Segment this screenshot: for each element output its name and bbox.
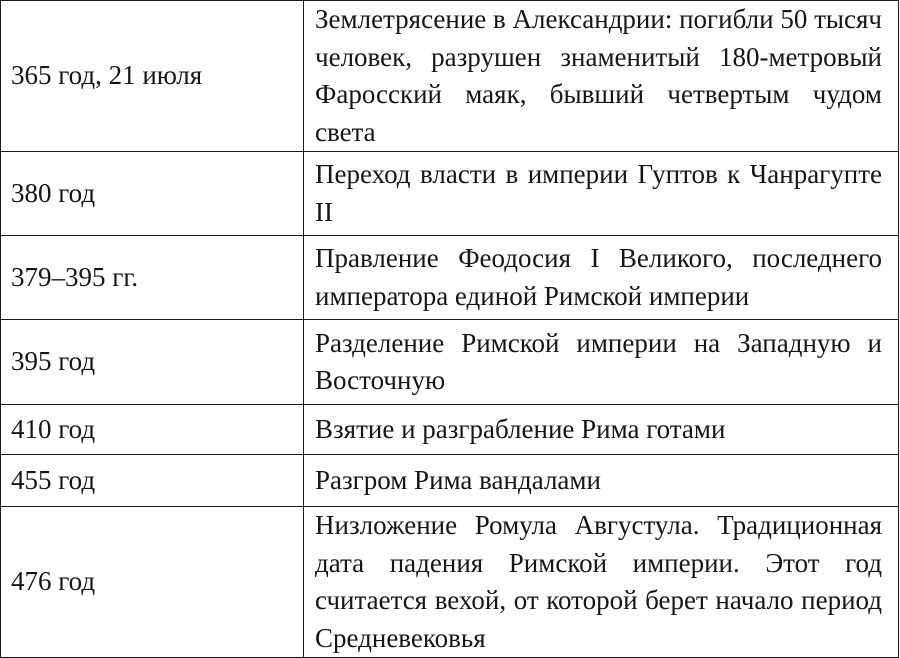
table-row [1,1,899,152]
table-row [1,152,899,236]
table-row [1,507,899,658]
date-cell: 380 год [1,152,304,236]
table-row [1,236,899,320]
event-cell: Разгром Рима вандалами [304,455,899,507]
table-row [1,320,899,405]
table-row [1,455,899,507]
date-cell: 410 год [1,405,304,455]
event-cell: Переход власти в империи Гуптов к Чанрагупте II [304,152,899,236]
table-row [1,405,899,455]
date-cell: 476 год [1,507,304,658]
event-cell: Землетрясение в Александрии: погибли 50 тысяч человек, разрушен знаменитый 180-метровый Фаросский маяк, бывший четвертым чудом света [304,1,899,152]
event-cell: Низложение Ромула Августула. Традиционная дата падения Римской империи. Этот год считается вехой, от которой берет начало период Средневековья [304,507,899,658]
date-cell: 379–395 гг. [1,236,304,320]
event-cell: Разделение Римской империи на Западную и Восточную [304,320,899,405]
date-cell: 395 год [1,320,304,405]
date-cell: 365 год, 21 июля [1,1,304,152]
event-cell: Правление Феодосия I Великого, последнего императора единой Римской империи [304,236,899,320]
date-cell: 455 год [1,455,304,507]
event-cell: Взятие и разграбление Рима готами [304,405,899,455]
